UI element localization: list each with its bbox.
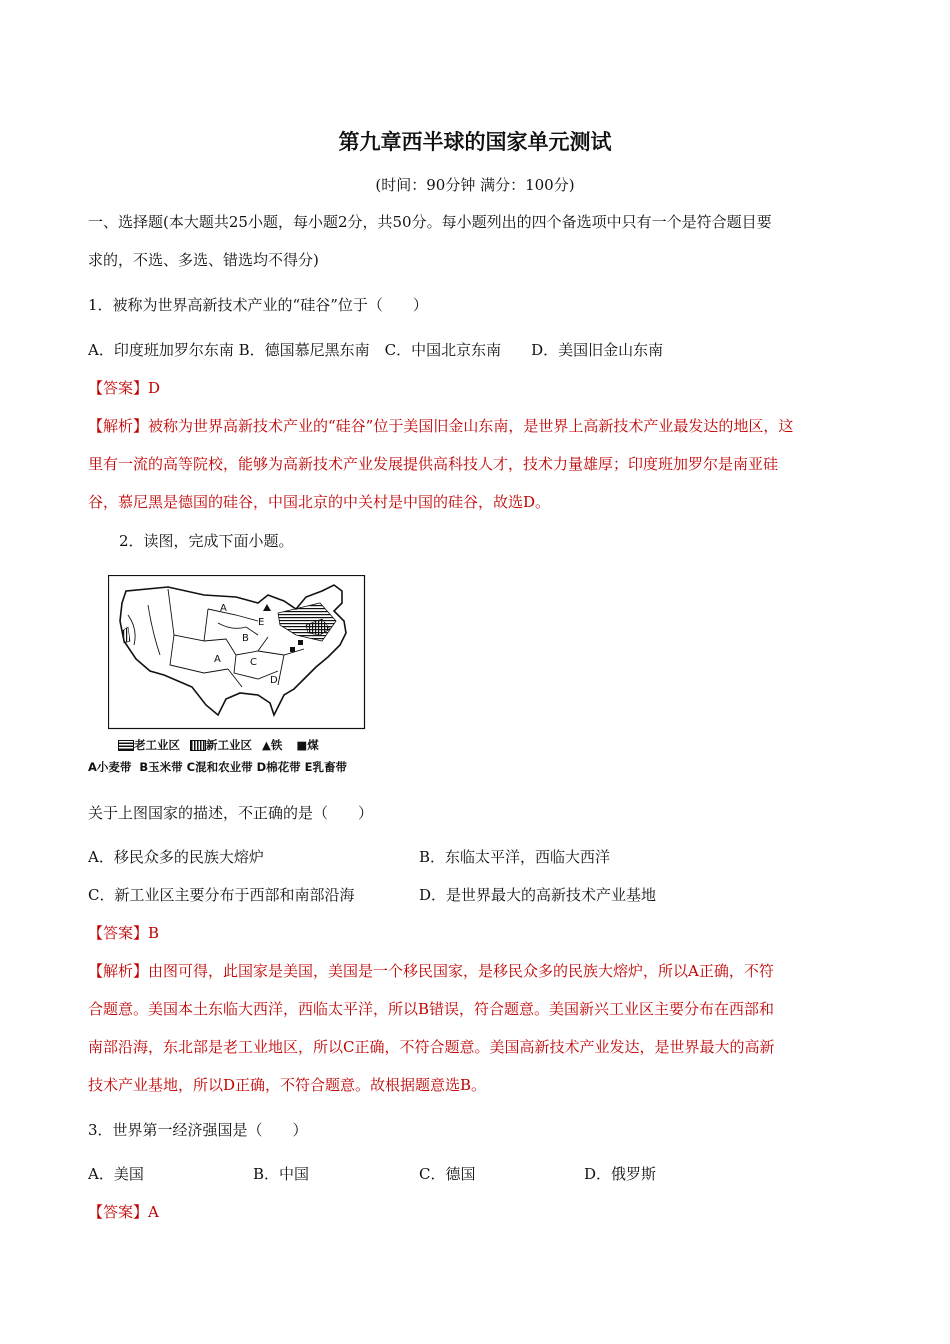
q3-answer bbox=[88, 1201, 159, 1222]
q1-analysis-line3: 谷，慕尼黑是德国的硅谷，中国北京的中关村是中国的硅谷，故选D。 bbox=[88, 493, 551, 511]
section-instructions-line1: 一、选择题(本大题共25小题，每小题2分，共50分。每小题列出的四个备选项中只有一个是符合题目要 bbox=[88, 213, 772, 231]
answer-value: A bbox=[148, 1203, 159, 1221]
answer-value: D bbox=[148, 379, 161, 397]
q2-option-a: A．移民众多的民族大熔炉 bbox=[88, 848, 264, 866]
section-instructions-line2: 求的，不选、多选、错选均不得分) bbox=[88, 251, 319, 269]
analysis-tag: 【解析】 bbox=[88, 962, 149, 980]
coal-legend-icon: ■ bbox=[296, 738, 308, 752]
region-label-e: E bbox=[258, 617, 265, 628]
q3-stem: 3．世界第一经济强国是（ ） bbox=[88, 1121, 308, 1139]
q3-option-c: C．德国 bbox=[419, 1165, 476, 1183]
q2-analysis-line3: 南部沿海，东北部是老工业地区，所以C正确，不符合题意。美国高新技术产业发达，是世界最大的高新 bbox=[88, 1038, 775, 1056]
answer-tag: 【答案】 bbox=[88, 1203, 149, 1221]
q2-option-c: C．新工业区主要分布于西部和南部沿海 bbox=[88, 886, 355, 904]
region-label-b: B bbox=[242, 633, 249, 644]
q1-options: A．印度班加罗尔东南 B．德国慕尼黑东南 C．中国北京东南 D．美国旧金山东南 bbox=[88, 341, 664, 359]
region-label-a-south: A bbox=[214, 654, 221, 665]
map-legend-row1: 老工业区 新工业区 ▲铁 ■煤 bbox=[118, 737, 319, 753]
region-label-c: C bbox=[250, 657, 257, 668]
q3-option-a: A．美国 bbox=[88, 1165, 144, 1183]
usa-map-figure bbox=[108, 575, 366, 730]
new-industrial-swatch bbox=[190, 740, 206, 751]
q2-option-d: D．是世界最大的高新技术产业基地 bbox=[419, 886, 657, 904]
map-frame bbox=[109, 576, 365, 729]
answer-value: B bbox=[148, 924, 160, 942]
exam-info: (时间：90分钟 满分：100分) bbox=[375, 176, 575, 194]
q2-intro: 2．读图，完成下面小题。 bbox=[119, 532, 294, 550]
page-title: 第九章西半球的国家单元测试 bbox=[338, 130, 612, 154]
map-legend-row2: A小麦带 B玉米带 C混和农业带 D棉花带 E乳畜带 bbox=[88, 760, 348, 774]
iron-legend-icon: ▲ bbox=[262, 738, 271, 752]
q3-option-b: B．中国 bbox=[253, 1165, 310, 1183]
old-industrial-swatch bbox=[118, 740, 134, 751]
q2-analysis-line1: 【解析】由图可得，此国家是美国，美国是一个移民国家，是移民众多的民族大熔炉，所以A正确，不符 bbox=[88, 962, 774, 980]
region-label-d: D bbox=[270, 675, 278, 686]
analysis-tag: 【解析】 bbox=[88, 417, 149, 435]
q3-option-d: D．俄罗斯 bbox=[584, 1165, 657, 1183]
q1-stem: 1．被称为世界高新技术产业的“硅谷”位于（ ） bbox=[88, 296, 428, 314]
coal-icon bbox=[290, 647, 295, 652]
q1-analysis-line1: 【解析】被称为世界高新技术产业的“硅谷”位于美国旧金山东南，是世界上高新技术产业最发达的地区，这 bbox=[88, 417, 794, 435]
q2-option-b: B．东临太平洋，西临大西洋 bbox=[419, 848, 611, 866]
q2-stem: 关于上图国家的描述，不正确的是（ ） bbox=[88, 804, 374, 822]
coal-icon bbox=[298, 640, 303, 645]
region-label-a-north: A bbox=[220, 603, 227, 614]
q1-analysis-line2: 里有一流的高等院校，能够为高新技术产业发展提供高科技人才，技术力量雄厚；印度班加罗尔是南亚硅 bbox=[88, 455, 779, 473]
q2-answer bbox=[88, 922, 159, 943]
q1-answer bbox=[88, 377, 160, 398]
q2-analysis-line2: 合题意。美国本土东临大西洋，西临太平洋，所以B错误，符合题意。美国新兴工业区主要分布在西部和 bbox=[88, 1000, 775, 1018]
answer-tag: 【答案】 bbox=[88, 379, 149, 397]
answer-tag: 【答案】 bbox=[88, 924, 149, 942]
q2-analysis-line4: 技术产业基地，所以D正确，不符合题意。故根据题意选B。 bbox=[88, 1076, 487, 1094]
